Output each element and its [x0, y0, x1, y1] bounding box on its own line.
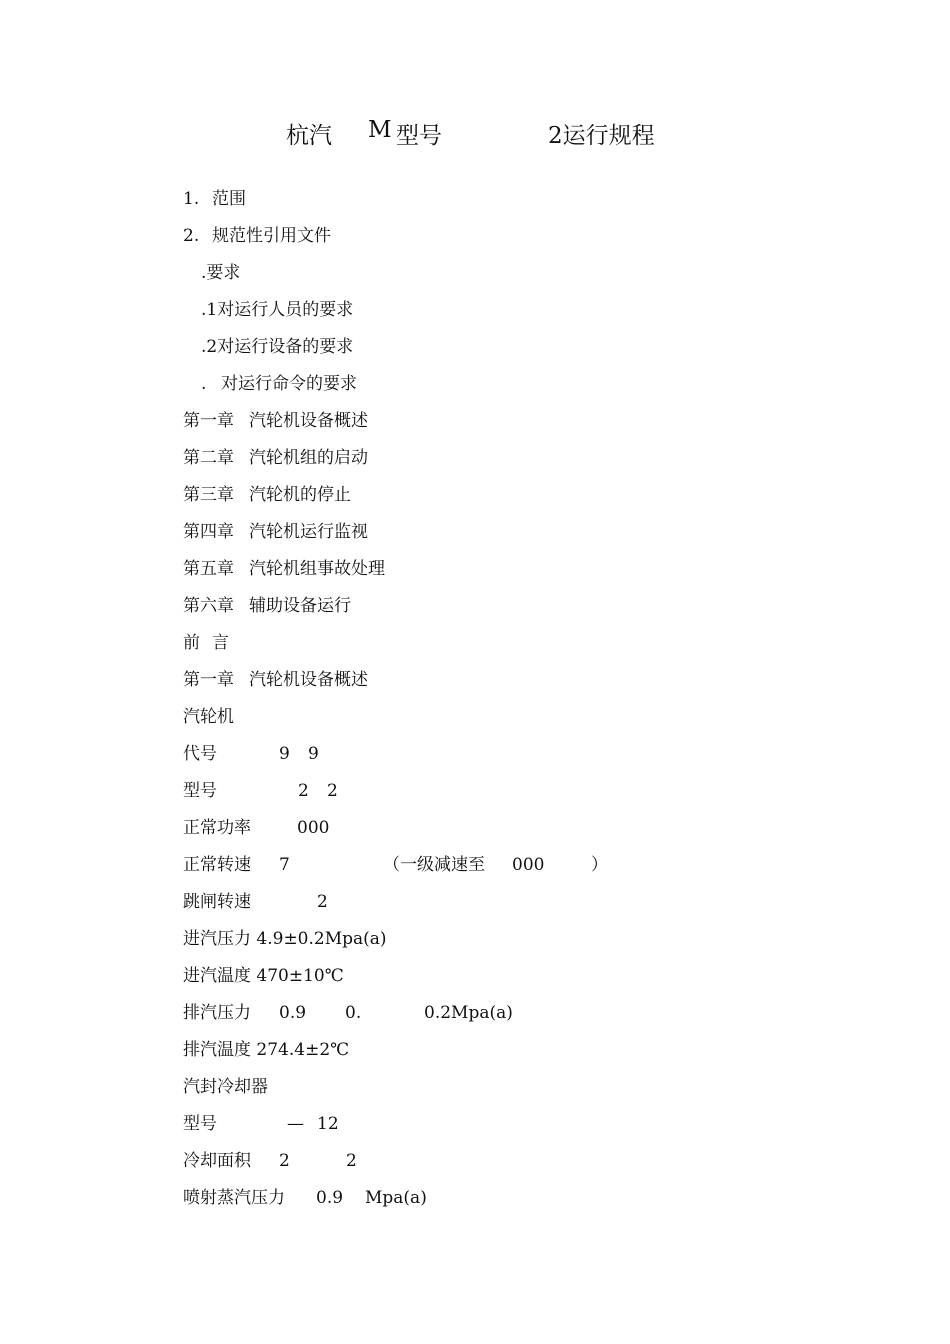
line-segment: 型号: [183, 1114, 217, 1134]
line-segment: 范围: [212, 189, 246, 209]
line-segment: 9: [308, 744, 319, 764]
document-title: [0, 117, 950, 151]
line-segment: 冷却面积: [183, 1151, 251, 1171]
text-line: [183, 1146, 883, 1183]
line-segment: 2: [279, 1151, 290, 1171]
document-body: [183, 184, 883, 1220]
line-segment: 0.9: [316, 1188, 344, 1208]
line-segment: 2.: [183, 226, 200, 246]
line-segment: （一级减速至: [383, 855, 485, 875]
line-segment: 正常转速: [183, 855, 251, 875]
line-segment: 前: [183, 633, 200, 653]
text-line: [183, 887, 883, 924]
line-segment: 汽封冷却器: [183, 1077, 268, 1097]
line-segment: 汽轮机: [183, 707, 234, 727]
line-segment: 2: [317, 892, 328, 912]
line-segment: Mpa(a): [365, 1188, 427, 1208]
title-part-model: 型号: [396, 123, 442, 149]
line-segment: 代号: [183, 744, 217, 764]
line-segment: 0.2Mpa(a): [424, 1003, 513, 1023]
text-line: [183, 739, 883, 776]
line-segment: 000: [297, 818, 330, 838]
line-segment: 0.9: [279, 1003, 307, 1023]
line-segment: .1对运行人员的要求: [201, 300, 354, 320]
text-line: [183, 221, 883, 258]
line-segment: 对运行命令的要求: [221, 374, 357, 394]
title-part-letter: M: [368, 117, 392, 143]
text-line: [183, 702, 883, 739]
text-line: [183, 480, 883, 517]
line-segment: 000: [512, 855, 545, 875]
text-line: [183, 1072, 883, 1109]
line-segment: 汽轮机组事故处理: [249, 559, 385, 579]
text-line: [183, 517, 883, 554]
line-segment: 第二章: [183, 448, 234, 468]
text-line: [183, 776, 883, 813]
line-segment: 汽轮机设备概述: [249, 670, 368, 690]
line-segment: .2对运行设备的要求: [201, 337, 354, 357]
line-segment: 汽轮机组的启动: [249, 448, 368, 468]
line-segment: —: [287, 1114, 304, 1134]
text-line: [183, 443, 883, 480]
line-segment: 进汽压力 4.9±0.2Mpa(a): [183, 929, 387, 949]
line-segment: 排汽压力: [183, 1003, 251, 1023]
line-segment: 汽轮机运行监视: [249, 522, 368, 542]
text-line: [183, 1183, 883, 1220]
line-segment: ）: [591, 855, 608, 875]
text-line: [183, 813, 883, 850]
text-line: [183, 591, 883, 628]
title-part-procedure: 2运行规程: [548, 123, 655, 149]
line-segment: 7: [279, 855, 290, 875]
text-line: [183, 998, 883, 1035]
text-line: [183, 924, 883, 961]
line-segment: 辅助设备运行: [249, 596, 351, 616]
line-segment: 2: [346, 1151, 357, 1171]
text-line: [183, 628, 883, 665]
line-segment: .: [201, 374, 207, 394]
text-line: [183, 406, 883, 443]
text-line: [183, 1109, 883, 1146]
text-line: [183, 184, 883, 221]
line-segment: 正常功率: [183, 818, 251, 838]
line-segment: 第一章: [183, 411, 234, 431]
text-line: [183, 850, 883, 887]
text-line: [183, 554, 883, 591]
line-segment: 汽轮机设备概述: [249, 411, 368, 431]
text-line: [183, 1035, 883, 1072]
text-line: [183, 258, 883, 295]
line-segment: 规范性引用文件: [212, 226, 331, 246]
text-line: [183, 369, 883, 406]
line-segment: 跳闸转速: [183, 892, 251, 912]
text-line: [183, 665, 883, 702]
text-line: [183, 332, 883, 369]
line-segment: 2: [298, 781, 309, 801]
line-segment: 喷射蒸汽压力: [183, 1188, 285, 1208]
line-segment: 排汽温度 274.4±2℃: [183, 1040, 350, 1060]
line-segment: 汽轮机的停止: [249, 485, 351, 505]
line-segment: 0.: [345, 1003, 362, 1023]
text-line: [183, 295, 883, 332]
title-part-company: 杭汽: [286, 123, 332, 149]
line-segment: 第一章: [183, 670, 234, 690]
line-segment: 第三章: [183, 485, 234, 505]
line-segment: 第四章: [183, 522, 234, 542]
line-segment: 9: [279, 744, 290, 764]
line-segment: 型号: [183, 781, 217, 801]
line-segment: 12: [317, 1114, 339, 1134]
line-segment: 第六章: [183, 596, 234, 616]
line-segment: 言: [212, 633, 229, 653]
line-segment: 1.: [183, 189, 200, 209]
line-segment: .要求: [201, 263, 241, 283]
line-segment: 进汽温度 470±10℃: [183, 966, 344, 986]
line-segment: 2: [327, 781, 338, 801]
line-segment: 第五章: [183, 559, 234, 579]
text-line: [183, 961, 883, 998]
